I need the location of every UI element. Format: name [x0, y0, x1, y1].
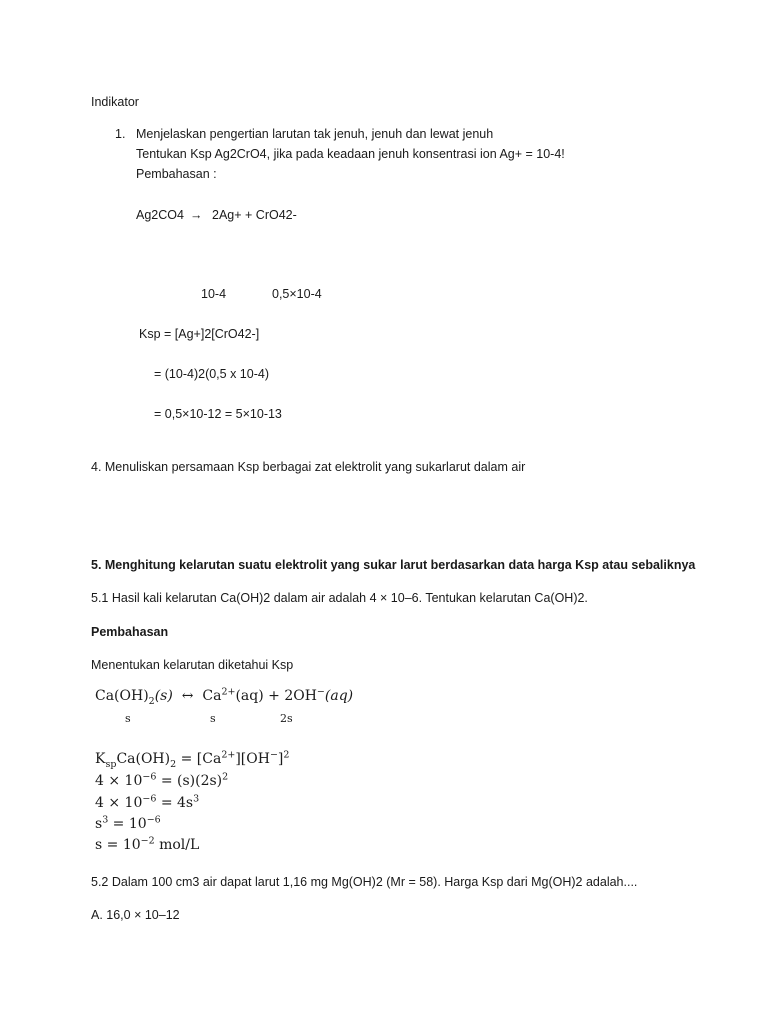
- step-4: $s^3 = 10^{-6}$: [95, 814, 161, 832]
- ksp-substitution: = (10-4)2(0,5 x 10-4): [154, 367, 269, 381]
- question-5-2: 5.2 Dalam 100 cm3 air dapat larut 1,16 mg Mg(OH)2 (Mr = 58). Harga Ksp dari Mg(OH)2 adalah....: [91, 875, 638, 889]
- question-5-1: 5.1 Hasil kali kelarutan Ca(OH)2 dalam air adalah 4 × 10–6. Tentukan kelarutan Ca(OH)2.: [91, 591, 588, 605]
- item1-line2: Tentukan Ksp Ag2CrO4, jika pada keadaan jenuh konsentrasi ion Ag+ = 10-4!: [136, 147, 565, 161]
- step-5: $s = 10^{-2}$ mol/L: [95, 835, 200, 853]
- label-s-2: s: [210, 712, 216, 725]
- reaction1-left: Ag2CO4: [136, 208, 184, 222]
- step-3: $4 \times 10^{-6} = 4s^3$: [95, 793, 200, 811]
- item1-number: 1.: [115, 127, 126, 141]
- label-s-1: s: [125, 712, 131, 725]
- step-2: $4 \times 10^{-6} = (s)(2s)^2$: [95, 771, 229, 789]
- conc-ag: 10-4: [201, 287, 227, 301]
- conc-cro4: 0,5×10-4: [272, 287, 322, 301]
- reaction1-right: 2Ag+ + CrO42-: [212, 208, 297, 222]
- option-a: A. 16,0 × 10–12: [91, 908, 180, 922]
- item1-line1: Menjelaskan pengertian larutan tak jenuh, jenuh dan lewat jenuh: [136, 127, 494, 141]
- subtitle: Menentukan kelarutan diketahui Ksp: [91, 658, 294, 672]
- heading: Indikator: [91, 95, 139, 109]
- pembahasan-heading: Pembahasan: [91, 625, 169, 639]
- dissociation-equation: $Ca(OH)_2(s)$ ↔ $Ca^{2+}(aq) + 2OH^-(aq)$: [95, 686, 354, 707]
- step-ksp-expression: $K_{sp}Ca(OH)_2 = [Ca^{2+}][OH^-]^2$: [95, 749, 290, 770]
- item4-title: 4. Menuliskan persamaan Ksp berbagai zat elektrolit yang sukarlarut dalam air: [91, 460, 526, 474]
- reaction1-arrow: →: [190, 208, 203, 222]
- item1-line3: Pembahasan :: [136, 167, 217, 181]
- item5-title: 5. Menghitung kelarutan suatu elektrolit yang sukar larut berdasarkan data harga Ksp atau sebaliknya: [91, 558, 696, 572]
- ksp-result: = 0,5×10-12 = 5×10-13: [154, 407, 282, 421]
- label-2s: 2s: [280, 712, 293, 725]
- ksp-expression: Ksp = [Ag+]2[CrO42-]: [139, 327, 260, 341]
